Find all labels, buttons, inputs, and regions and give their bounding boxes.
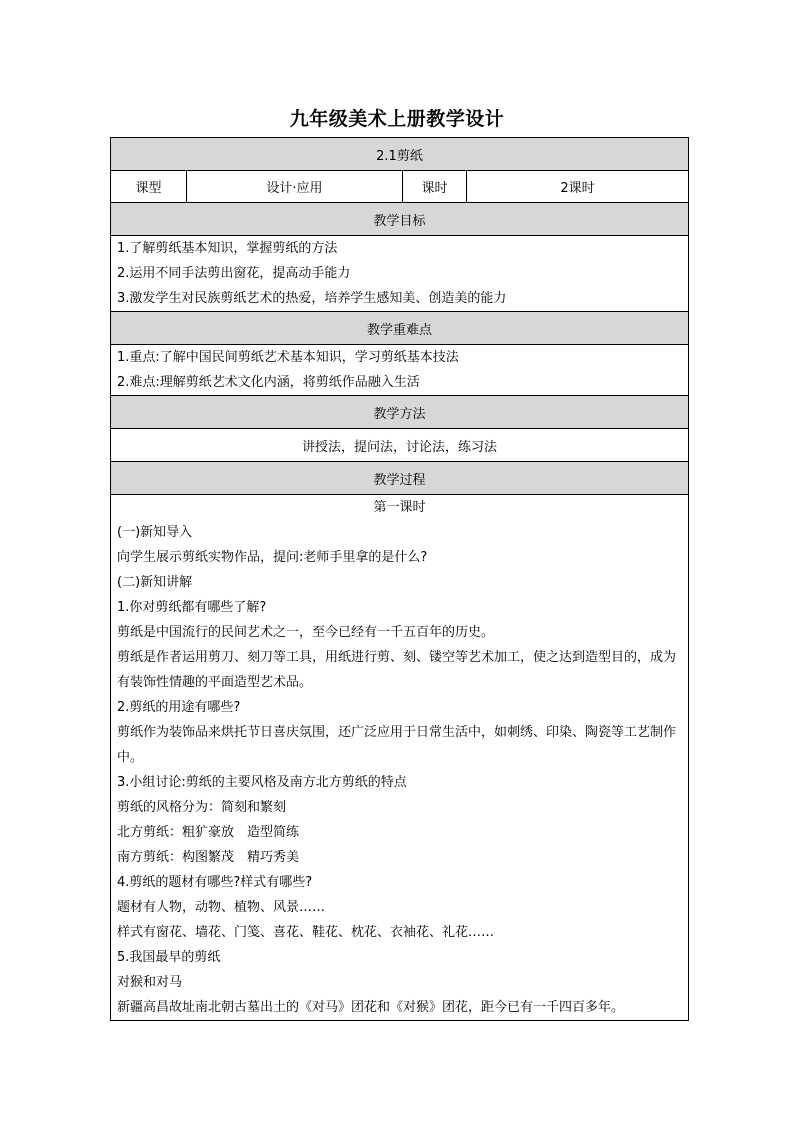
- process-line: 向学生展示剪纸实物作品，提问:老师手里拿的是什么?: [117, 550, 428, 565]
- info-row: [111, 171, 689, 203]
- process-line: 1.你对剪纸都有哪些了解?: [117, 600, 267, 615]
- objectives-header: 教学目标: [111, 203, 689, 236]
- methods-header-row: [111, 396, 689, 429]
- key-points-header-row: [111, 312, 689, 345]
- key-points-row: [111, 345, 689, 396]
- objective-item: 2.运用不同手法剪出窗花，提高动手能力: [117, 266, 351, 281]
- process-row: [111, 495, 689, 1021]
- methods-text: 讲授法，提问法，讨论法，练习法: [111, 429, 689, 462]
- session-title: 第一课时: [373, 500, 426, 515]
- type-value: 设计·应用: [187, 171, 403, 203]
- hours-value: 2课时: [467, 171, 689, 203]
- process-line: 题材有人物，动物、植物、风景……: [117, 900, 326, 915]
- process-line: (二)新知讲解: [117, 575, 193, 590]
- objective-item: 1.了解剪纸基本知识，掌握剪纸的方法: [117, 241, 338, 256]
- objectives-header-row: [111, 203, 689, 236]
- objectives-content: [111, 236, 689, 312]
- process-line: 剪纸的风格分为：简刻和繁刻: [117, 800, 287, 815]
- page-title: 九年级美术上册教学设计: [289, 108, 505, 130]
- objective-item: 3.激发学生对民族剪纸艺术的热爱，培养学生感知美、创造美的能力: [117, 291, 507, 306]
- process-line: 南方剪纸：构图繁茂 精巧秀美: [117, 850, 300, 865]
- key-points-header: 教学重难点: [111, 312, 689, 345]
- process-content: [111, 495, 689, 1021]
- process-line: (一)新知导入: [117, 525, 193, 540]
- process-line: 5.我国最早的剪纸: [117, 950, 221, 965]
- process-line: 剪纸是中国流行的民间艺术之一，至今已经有一千五百年的历史。: [117, 625, 495, 640]
- type-label: 课型: [111, 171, 187, 203]
- key-point-item: 2.难点:理解剪纸艺术文化内涵，将剪纸作品融入生活: [117, 375, 420, 390]
- key-points-content: [111, 345, 689, 396]
- lesson-title: 2.1剪纸: [111, 138, 689, 171]
- lesson-plan-table: [110, 137, 689, 1021]
- hours-label: 课时: [403, 171, 467, 203]
- process-line: 2.剪纸的用途有哪些?: [117, 700, 241, 715]
- process-line: 对猴和对马: [117, 975, 183, 990]
- process-header-row: [111, 462, 689, 495]
- process-header: 教学过程: [111, 462, 689, 495]
- lesson-title-row: [111, 138, 689, 171]
- methods-row: [111, 429, 689, 462]
- process-line: 剪纸作为装饰品来烘托节日喜庆氛围，还广泛应用于日常生活中，如刺绣、印染、陶瓷等工艺制作中。: [117, 725, 677, 765]
- process-line: 剪纸是作者运用剪刀、刻刀等工具，用纸进行剪、刻、镂空等艺术加工，使之达到造型目的，成为有装饰性情趣的平面造型艺术品。: [117, 650, 677, 690]
- process-line: 样式有窗花、墙花、门笺、喜花、鞋花、枕花、衣袖花、礼花……: [117, 925, 495, 940]
- process-line: 3.小组讨论:剪纸的主要风格及南方北方剪纸的特点: [117, 775, 407, 790]
- objectives-row: [111, 236, 689, 312]
- process-line: 新疆高昌故址南北朝古墓出土的《对马》团花和《对猴》团花，距今已有一千四百多年。: [117, 1000, 625, 1015]
- process-line: 北方剪纸：粗犷豪放 造型简练: [117, 825, 300, 840]
- key-point-item: 1.重点:了解中国民间剪纸艺术基本知识，学习剪纸基本技法: [117, 350, 459, 365]
- methods-header: 教学方法: [111, 396, 689, 429]
- process-line: 4.剪纸的题材有哪些?样式有哪些?: [117, 875, 313, 890]
